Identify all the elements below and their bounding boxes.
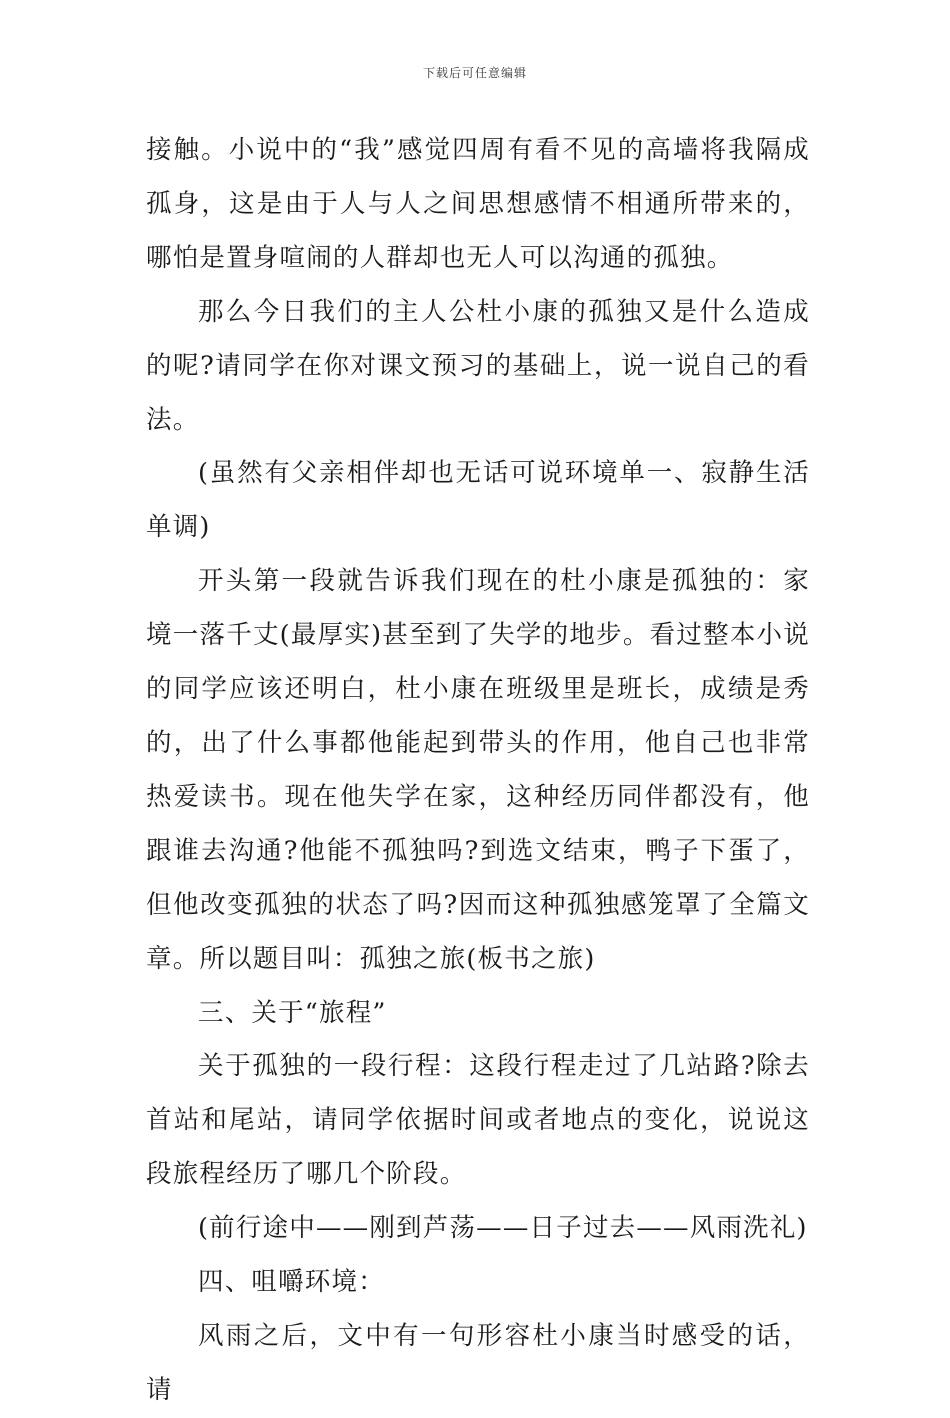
section-heading-4: 四、咀嚼环境： (198, 1267, 385, 1298)
paragraph-7: 风雨之后，文中有一句形容杜小康当时感受的话，请 (146, 1320, 810, 1405)
paragraph-5: 关于孤独的一段行程：这段行程走过了几站路?除去首站和尾站，请同学依据时间或者地点的变化，说说这段旅程经历了哪几个阶段。 (146, 1051, 810, 1190)
paragraph-6: (前行途中——刚到芦荡——日子过去——风雨洗礼) (198, 1213, 808, 1244)
section-heading-3: 三、关于“旅程” (198, 997, 387, 1028)
paragraph-2: 那么今日我们的主人公杜小康的孤独又是什么造成的呢?请同学在你对课文预习的基础上，说一说自己的看法。 (146, 296, 810, 435)
document-body (146, 124, 810, 1418)
paragraph-1: 接触。小说中的“我”感觉四周有看不见的高墙将我隔成孤身，这是由于人与人之间思想感情不相通所带来的，哪怕是置身喧闹的人群却也无人可以沟通的孤独。 (146, 135, 810, 273)
paragraph-4: 开头第一段就告诉我们现在的杜小康是孤独的：家境一落千丈(最厚实)甚至到了失学的地步。看过整本小说的同学应该还明白，杜小康在班级里是班长，成绩是秀的，出了什么事都他能起到带头的作用，他自己也非常热爱读书。现在他失学在家，这种经历同伴都没有，他跟谁去沟通?他能不孤独吗?到选文结束，鸭子下蛋了，但他改变孤独的状态了吗?因而这种孤独感笼罩了全篇文章。所以题目叫：孤独之旅(板书之旅) (146, 566, 810, 974)
paragraph-3: (虽然有父亲相伴却也无话可说环境单一、寂静生活单调) (146, 458, 810, 543)
page-header-note: 下载后可任意编辑 (422, 66, 527, 80)
